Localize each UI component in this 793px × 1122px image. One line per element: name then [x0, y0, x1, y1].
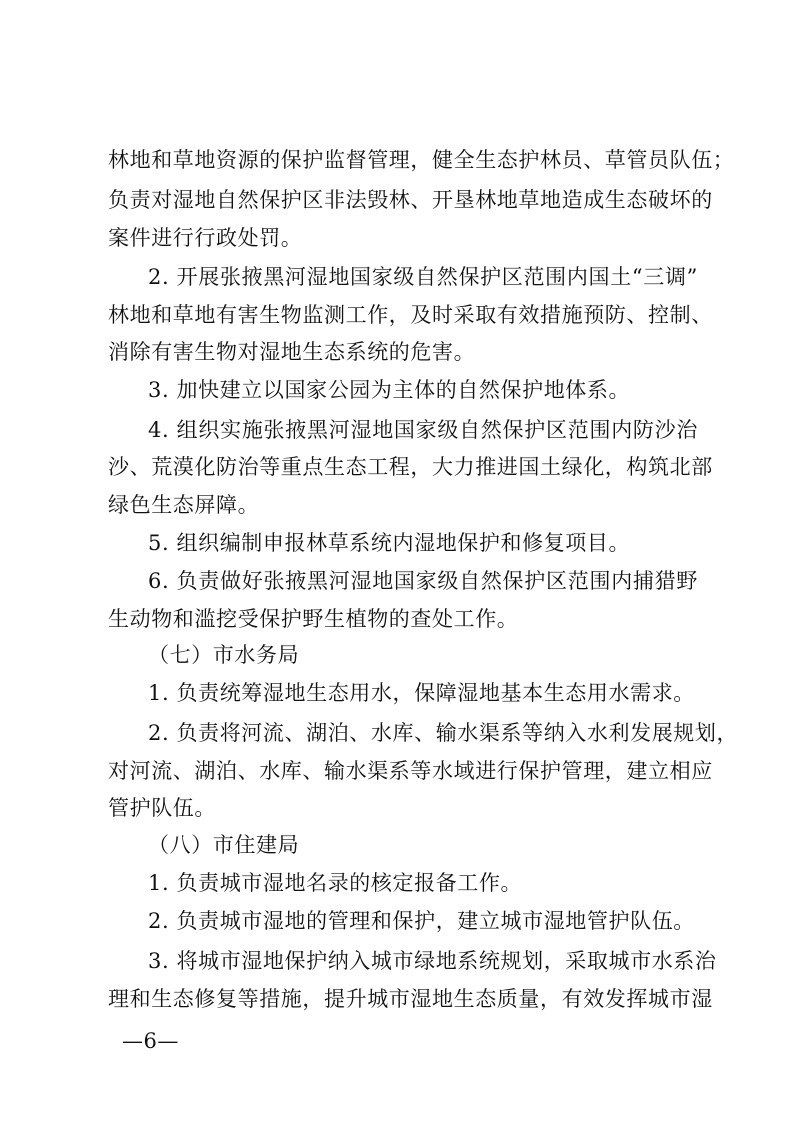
body-text-line: 理和生态修复等措施，提升城市湿地生态质量，有效发挥城市湿 — [108, 987, 713, 1011]
body-text-line: 沙、荒漠化防治等重点生态工程，大力推进国土绿化，构筑北部 — [108, 455, 713, 479]
section-heading: （八）市住建局 — [148, 833, 300, 857]
body-text-line: 林地和草地资源的保护监督管理，健全生态护林员、草管员队伍； — [108, 148, 735, 172]
body-text-line: 对河流、湖泊、水库、输水渠系等水域进行保护管理，建立相应 — [108, 759, 713, 783]
body-text-line: 生动物和滥挖受保护野生植物的查处工作。 — [108, 607, 519, 631]
list-item-line: 6. 负责做好张掖黑河湿地国家级自然保护区范围内捕猎野 — [148, 569, 698, 593]
page-number: —6— — [122, 1029, 179, 1053]
list-item-line: 2. 开展张掖黑河湿地国家级自然保护区范围内国土“三调” — [148, 265, 698, 289]
list-item-line: 1. 负责城市湿地名录的核定报备工作。 — [148, 871, 523, 895]
list-item-line: 3. 加快建立以国家公园为主体的自然保护地体系。 — [148, 378, 631, 402]
section-heading: （七）市水务局 — [148, 643, 300, 667]
body-text-line: 负责对湿地自然保护区非法毁林、开垦林地草地造成生态破坏的 — [108, 188, 713, 212]
body-text-line: 案件进行行政处罚。 — [108, 226, 303, 250]
body-text-line: 林地和草地有害生物监测工作，及时采取有效措施预防、控制、 — [108, 303, 713, 327]
body-text-line: 消除有害生物对湿地生态系统的危害。 — [108, 340, 476, 364]
list-item-line: 2. 负责城市湿地的管理和保护，建立城市湿地管护队伍。 — [148, 909, 695, 933]
list-item-line: 3. 将城市湿地保护纳入城市绿地系统规划，采取城市水系治 — [148, 949, 717, 973]
list-item-line: 5. 组织编制申报林草系统内湿地保护和修复项目。 — [148, 531, 631, 555]
body-text-line: 管护队伍。 — [108, 796, 216, 820]
list-item-line: 2. 负责将河流、湖泊、水库、输水渠系等纳入水利发展规划， — [148, 721, 739, 745]
list-item-line: 1. 负责统筹湿地生态用水，保障湿地基本生态用水需求。 — [148, 681, 695, 705]
list-item-line: 4. 组织实施张掖黑河湿地国家级自然保护区范围内防沙治 — [148, 418, 698, 442]
body-text-line: 绿色生态屏障。 — [108, 493, 260, 517]
